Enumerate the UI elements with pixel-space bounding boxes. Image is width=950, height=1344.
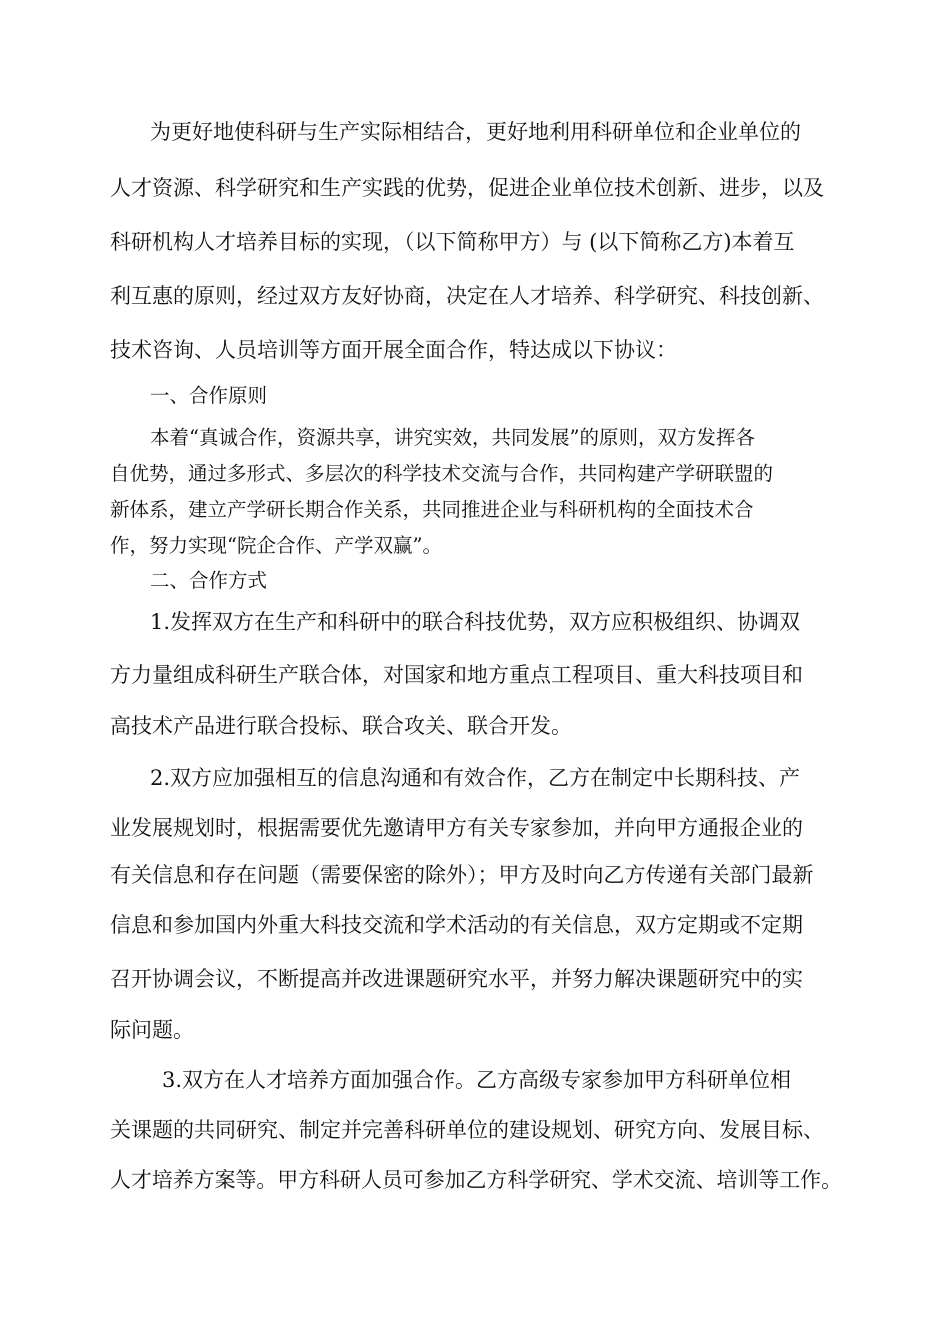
- section2-title: 二、合作方式: [150, 569, 268, 592]
- item3-line-1: 3.双方在人才培养方面加强合作。乙方高级专家参加甲方科研单位相: [162, 1068, 792, 1092]
- item2-line-6: 际问题。: [110, 1018, 194, 1042]
- item1-line-2: 方力量组成科研生产联合体，对国家和地方重点工程项目、重大科技项目和: [110, 663, 803, 687]
- item2-line-1: 2.双方应加强相互的信息沟通和有效合作，乙方在制定中长期科技、产: [150, 766, 801, 790]
- item1-line-1: 1.发挥双方在生产和科研中的联合科技优势，双方应积极组织、协调双: [150, 610, 801, 634]
- item2-line-2: 业发展规划时，根据需要优先邀请甲方有关专家参加，并向甲方通报企业的: [110, 816, 803, 840]
- section1-line-3: 新体系，建立产学研长期合作关系，共同推进企业与科研机构的全面技术合: [110, 498, 754, 521]
- section1-line-1: 本着“真诚合作，资源共享，讲究实效，共同发展”的原则，双方发挥各: [150, 426, 755, 449]
- intro-line-3: 科研机构人才培养目标的实现，（以下简称甲方）与 (以下简称乙方)本着互: [110, 230, 795, 254]
- intro-line-2: 人才资源、科学研究和生产实践的优势，促进企业单位技术创新、进步，以及: [110, 176, 824, 200]
- item2-line-4: 信息和参加国内外重大科技交流和学术活动的有关信息，双方定期或不定期: [110, 913, 803, 937]
- item2-line-5: 召开协调会议，不断提高并改进课题研究水平，并努力解决课题研究中的实: [110, 967, 803, 991]
- section1-title: 一、合作原则: [150, 384, 268, 407]
- item2-line-3: 有关信息和存在问题（需要保密的除外）；甲方及时向乙方传递有关部门最新: [110, 863, 814, 887]
- intro-line-1: 为更好地使科研与生产实际相结合，更好地利用科研单位和企业单位的: [150, 120, 801, 144]
- section1-line-4: 作，努力实现“院企合作、产学双赢”。: [110, 534, 442, 557]
- item3-line-3: 人才培养方案等。甲方科研人员可参加乙方科学研究、学术交流、培训等工作。: [110, 1168, 842, 1192]
- section1-line-2: 自优势，通过多形式、多层次的科学技术交流与合作，共同构建产学研联盟的: [110, 462, 774, 485]
- item3-line-2: 关课题的共同研究、制定并完善科研单位的建设规划、研究方向、发展目标、: [110, 1118, 824, 1142]
- item1-line-3: 高技术产品进行联合投标、联合攻关、联合开发。: [110, 714, 572, 738]
- intro-line-5: 技术咨询、人员培训等方面开展全面合作，特达成以下协议：: [110, 338, 677, 362]
- intro-line-4: 利互惠的原则，经过双方友好协商，决定在人才培养、科学研究、科技创新、: [110, 284, 824, 308]
